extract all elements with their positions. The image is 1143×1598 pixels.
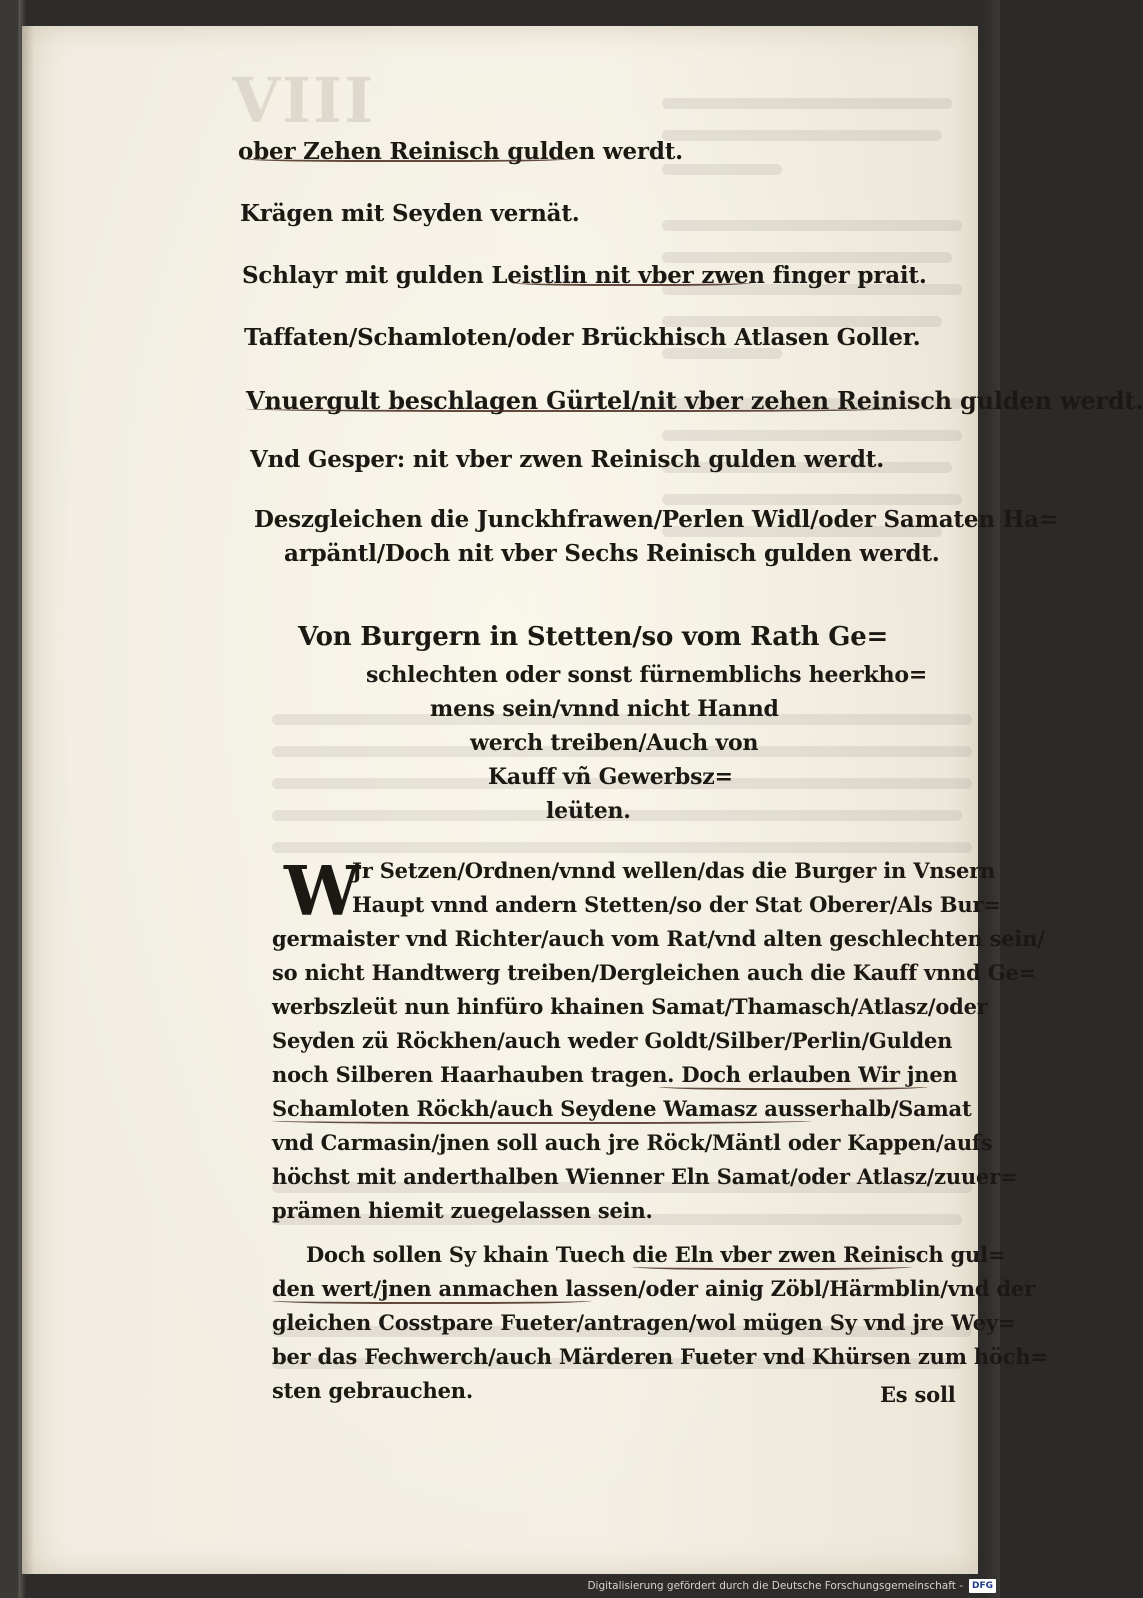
text-line: arpäntl/Doch nit vber Sechs Reinisch gulden werdt. (284, 540, 940, 567)
ghost-line (662, 220, 962, 231)
drop-cap: W (284, 852, 361, 932)
text-line: Schlayr mit gulden Leistlin nit vber zwen finger prait. (242, 262, 927, 289)
pen-underline (246, 404, 896, 412)
text-line: Schamloten Röckh/auch Seydene Wamasz ausserhalb/Samat (272, 1096, 972, 1121)
ghost-line (662, 98, 952, 109)
text-line: Krägen mit Seyden vernät. (240, 200, 580, 227)
pen-underline (658, 1082, 928, 1090)
section-heading: schlechten oder sonst fürnemblichs heerkho= (366, 662, 928, 688)
text-line: prämen hiemit zuegelassen sein. (272, 1198, 653, 1223)
text-line: den wert/jnen anmachen lassen/oder ainig Zöbl/Härmblin/vnd der (272, 1276, 1035, 1301)
pen-underline (632, 1262, 912, 1270)
text-line: noch Silberen Haarhauben tragen. Doch erlauben Wir jnen (272, 1062, 958, 1087)
book-page (22, 26, 1143, 1574)
ghost-line (662, 164, 782, 175)
text-line: ober Zehen Reinisch gulden werdt. (238, 138, 683, 165)
text-line: so nicht Handtwerg treiben/Dergleichen auch die Kauff vnnd Ge= (272, 960, 1037, 985)
folio-number: VIII (232, 64, 376, 137)
ghost-line (662, 130, 942, 141)
section-heading: leüten. (546, 798, 631, 824)
section-heading: mens sein/vnnd nicht Hannd (430, 696, 779, 722)
text-line: Seyden zü Röckhen/auch weder Goldt/Silber/Perlin/Gulden (272, 1028, 953, 1053)
pen-underline (512, 278, 752, 286)
catchword: Es soll (880, 1382, 956, 1407)
text-line: sten gebrauchen. (272, 1378, 473, 1403)
ghost-line (272, 842, 972, 853)
section-heading: Kauff vñ Gewerbsz= (488, 764, 733, 790)
section-heading: werch treiben/Auch von (470, 730, 759, 756)
text-line: germaister vnd Richter/auch vom Rat/vnd alten geschlechten sein/ (272, 926, 1045, 951)
text-line: werbszleüt nun hinfüro khainen Samat/Thamasch/Atlasz/oder (272, 994, 988, 1019)
ghost-line (662, 494, 962, 505)
ghost-line (662, 430, 962, 441)
show-through-text (22, 26, 978, 1574)
section-heading: Von Burgern in Stetten/so vom Rath Ge= (298, 622, 889, 652)
text-line: Deszgleichen die Junckhfrawen/Perlen Widl/oder Samaten Ha= (254, 506, 1058, 533)
text-line: Taffaten/Schamloten/oder Brückhisch Atlasen Goller. (244, 324, 921, 351)
text-line: ber das Fechwerch/auch Märderen Fueter vnd Khürsen zum höch= (272, 1344, 1048, 1369)
footer-credit-text: Digitalisierung gefördert durch die Deutsche Forschungsgemeinschaft - (587, 1580, 963, 1592)
pen-underline (272, 1116, 812, 1124)
pen-underline (272, 1296, 592, 1304)
text-line: Vnuergult beschlagen Gürtel/nit vber zehen Reinisch gulden werdt. (246, 386, 1143, 415)
text-line: vnd Carmasin/jnen soll auch jre Röck/Mäntl oder Kappen/aufs (272, 1130, 993, 1155)
text-line: gleichen Cosstpare Fueter/antragen/wol mügen Sy vnd jre Wey= (272, 1310, 1016, 1335)
text-line: Doch sollen Sy khain Tuech die Eln vber zwen Reinisch gul= (306, 1242, 1006, 1267)
dfg-logo-icon: DFG (969, 1579, 996, 1593)
digitization-footer (587, 1578, 996, 1594)
text-line: Vnd Gesper: nit vber zwen Reinisch gulden werdt. (250, 446, 885, 473)
text-line: Haupt vnnd andern Stetten/so der Stat Oberer/Als Bur= (352, 892, 1001, 917)
text-line: höchst mit anderthalben Wienner Eln Samat/oder Atlasz/zuuer= (272, 1164, 1018, 1189)
text-line: Jr Setzen/Ordnen/vnnd wellen/das die Burger in Vnsern (352, 858, 996, 883)
pen-underline (242, 154, 572, 162)
